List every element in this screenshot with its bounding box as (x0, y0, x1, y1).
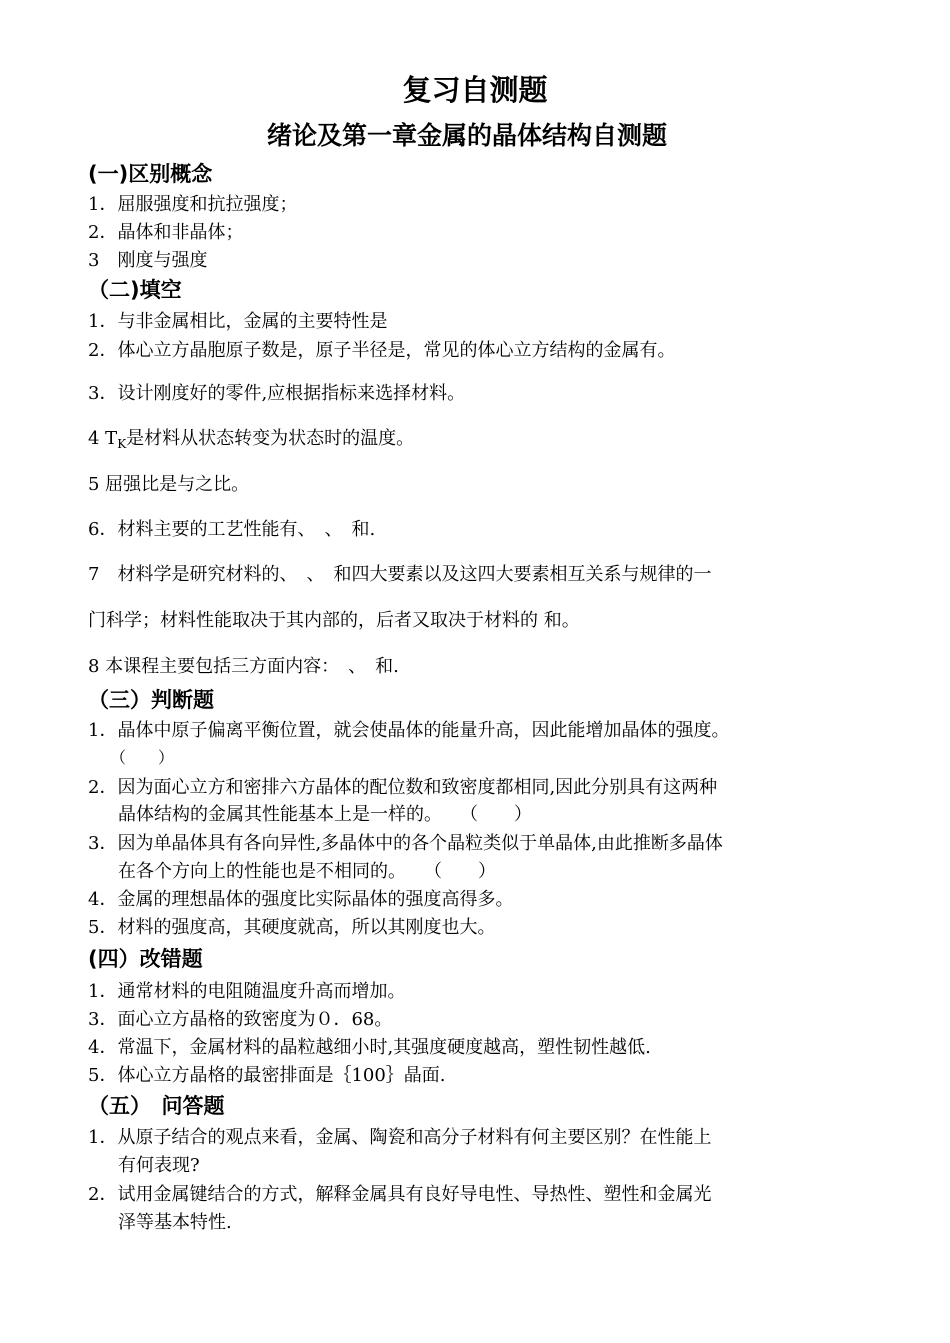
question-item: 1．晶体中原子偏离平衡位置，就会使晶体的能量升高，因此能增加晶体的强度。 (88, 720, 730, 741)
tk-prefix: 4 T (88, 428, 118, 449)
question-item: 8 本课程主要包括三方面内容： 、 和. (88, 656, 399, 677)
question-item: 1．与非金属相比，金属的主要特性是 (88, 311, 388, 332)
page-subtitle: 绪论及第一章金属的晶体结构自测题 (266, 121, 667, 150)
tk-suffix: 是材料从状态转变为状态时的温度。 (126, 428, 415, 449)
question-item: 1．从原子结合的观点来看，金属、陶瓷和高分子材料有何主要区别？在性能上 (88, 1127, 712, 1148)
answer-bracket: （ ） (110, 748, 175, 767)
question-item: 2．试用金属键结合的方式，解释金属具有良好导电性、导热性、塑性和金属光 (88, 1184, 712, 1205)
question-item: 有何表现? (118, 1155, 200, 1176)
question-item: 2．体心立方晶胞原子数是，原子半径是，常见的体心立方结构的金属有。 (88, 340, 676, 361)
section-heading-concepts: (一)区别概念 (88, 162, 213, 186)
question-item: 1．通常材料的电阻随温度升高而增加。 (88, 981, 406, 1002)
question-item: 泽等基本特性. (118, 1212, 232, 1233)
section-heading-correction: (四）改错题 (88, 947, 203, 971)
question-item: 在各个方向上的性能也是不相同的。 （ ） (118, 861, 496, 882)
question-item: 4．金属的理想晶体的强度比实际晶体的强度高得多。 (88, 889, 514, 910)
question-item: 门科学；材料性能取决于其内部的，后者又取决于材料的 和。 (88, 610, 580, 631)
section-heading-qa: （五） 问答题 (88, 1094, 225, 1118)
section-heading-fill-blank: （二)填空 (88, 278, 182, 302)
question-item: 3．面心立方晶格的致密度为０．68。 (88, 1009, 393, 1030)
question-item: 3．设计刚度好的零件,应根据指标来选择材料。 (88, 383, 466, 404)
question-item: 5．体心立方晶格的最密排面是｛100｝晶面. (88, 1065, 446, 1086)
question-item: 晶体结构的金属其性能基本上是一样的。 （ ） (118, 804, 532, 825)
question-item: 5 屈强比是与之比。 (88, 474, 250, 495)
question-item: 5．材料的强度高，其硬度就高，所以其刚度也大。 (88, 917, 496, 938)
tk-subscript: K (117, 437, 127, 451)
question-item: 2．晶体和非晶体； (88, 222, 244, 243)
page-title: 复习自测题 (402, 73, 548, 107)
question-item: 3 刚度与强度 (88, 250, 208, 271)
question-item: 2．因为面心立方和密排六方晶体的配位数和致密度都相同,因此分别具有这两种 (88, 777, 718, 798)
question-item: 3．因为单晶体具有各向异性,多晶体中的各个晶粒类似于单晶体,由此推断多晶体 (88, 833, 723, 854)
question-item: 7 材料学是研究材料的、 、 和四大要素以及这四大要素相互关系与规律的一 (88, 564, 712, 585)
section-heading-true-false: （三）判断题 (88, 688, 214, 712)
question-item (88, 427, 414, 456)
question-item: 1．屈服强度和抗拉强度； (88, 194, 298, 215)
question-item: 4．常温下，金属材料的晶粒越细小时,其强度硬度越高，塑性韧性越低. (88, 1037, 651, 1058)
question-item: 6．材料主要的工艺性能有、 、 和. (88, 519, 376, 540)
